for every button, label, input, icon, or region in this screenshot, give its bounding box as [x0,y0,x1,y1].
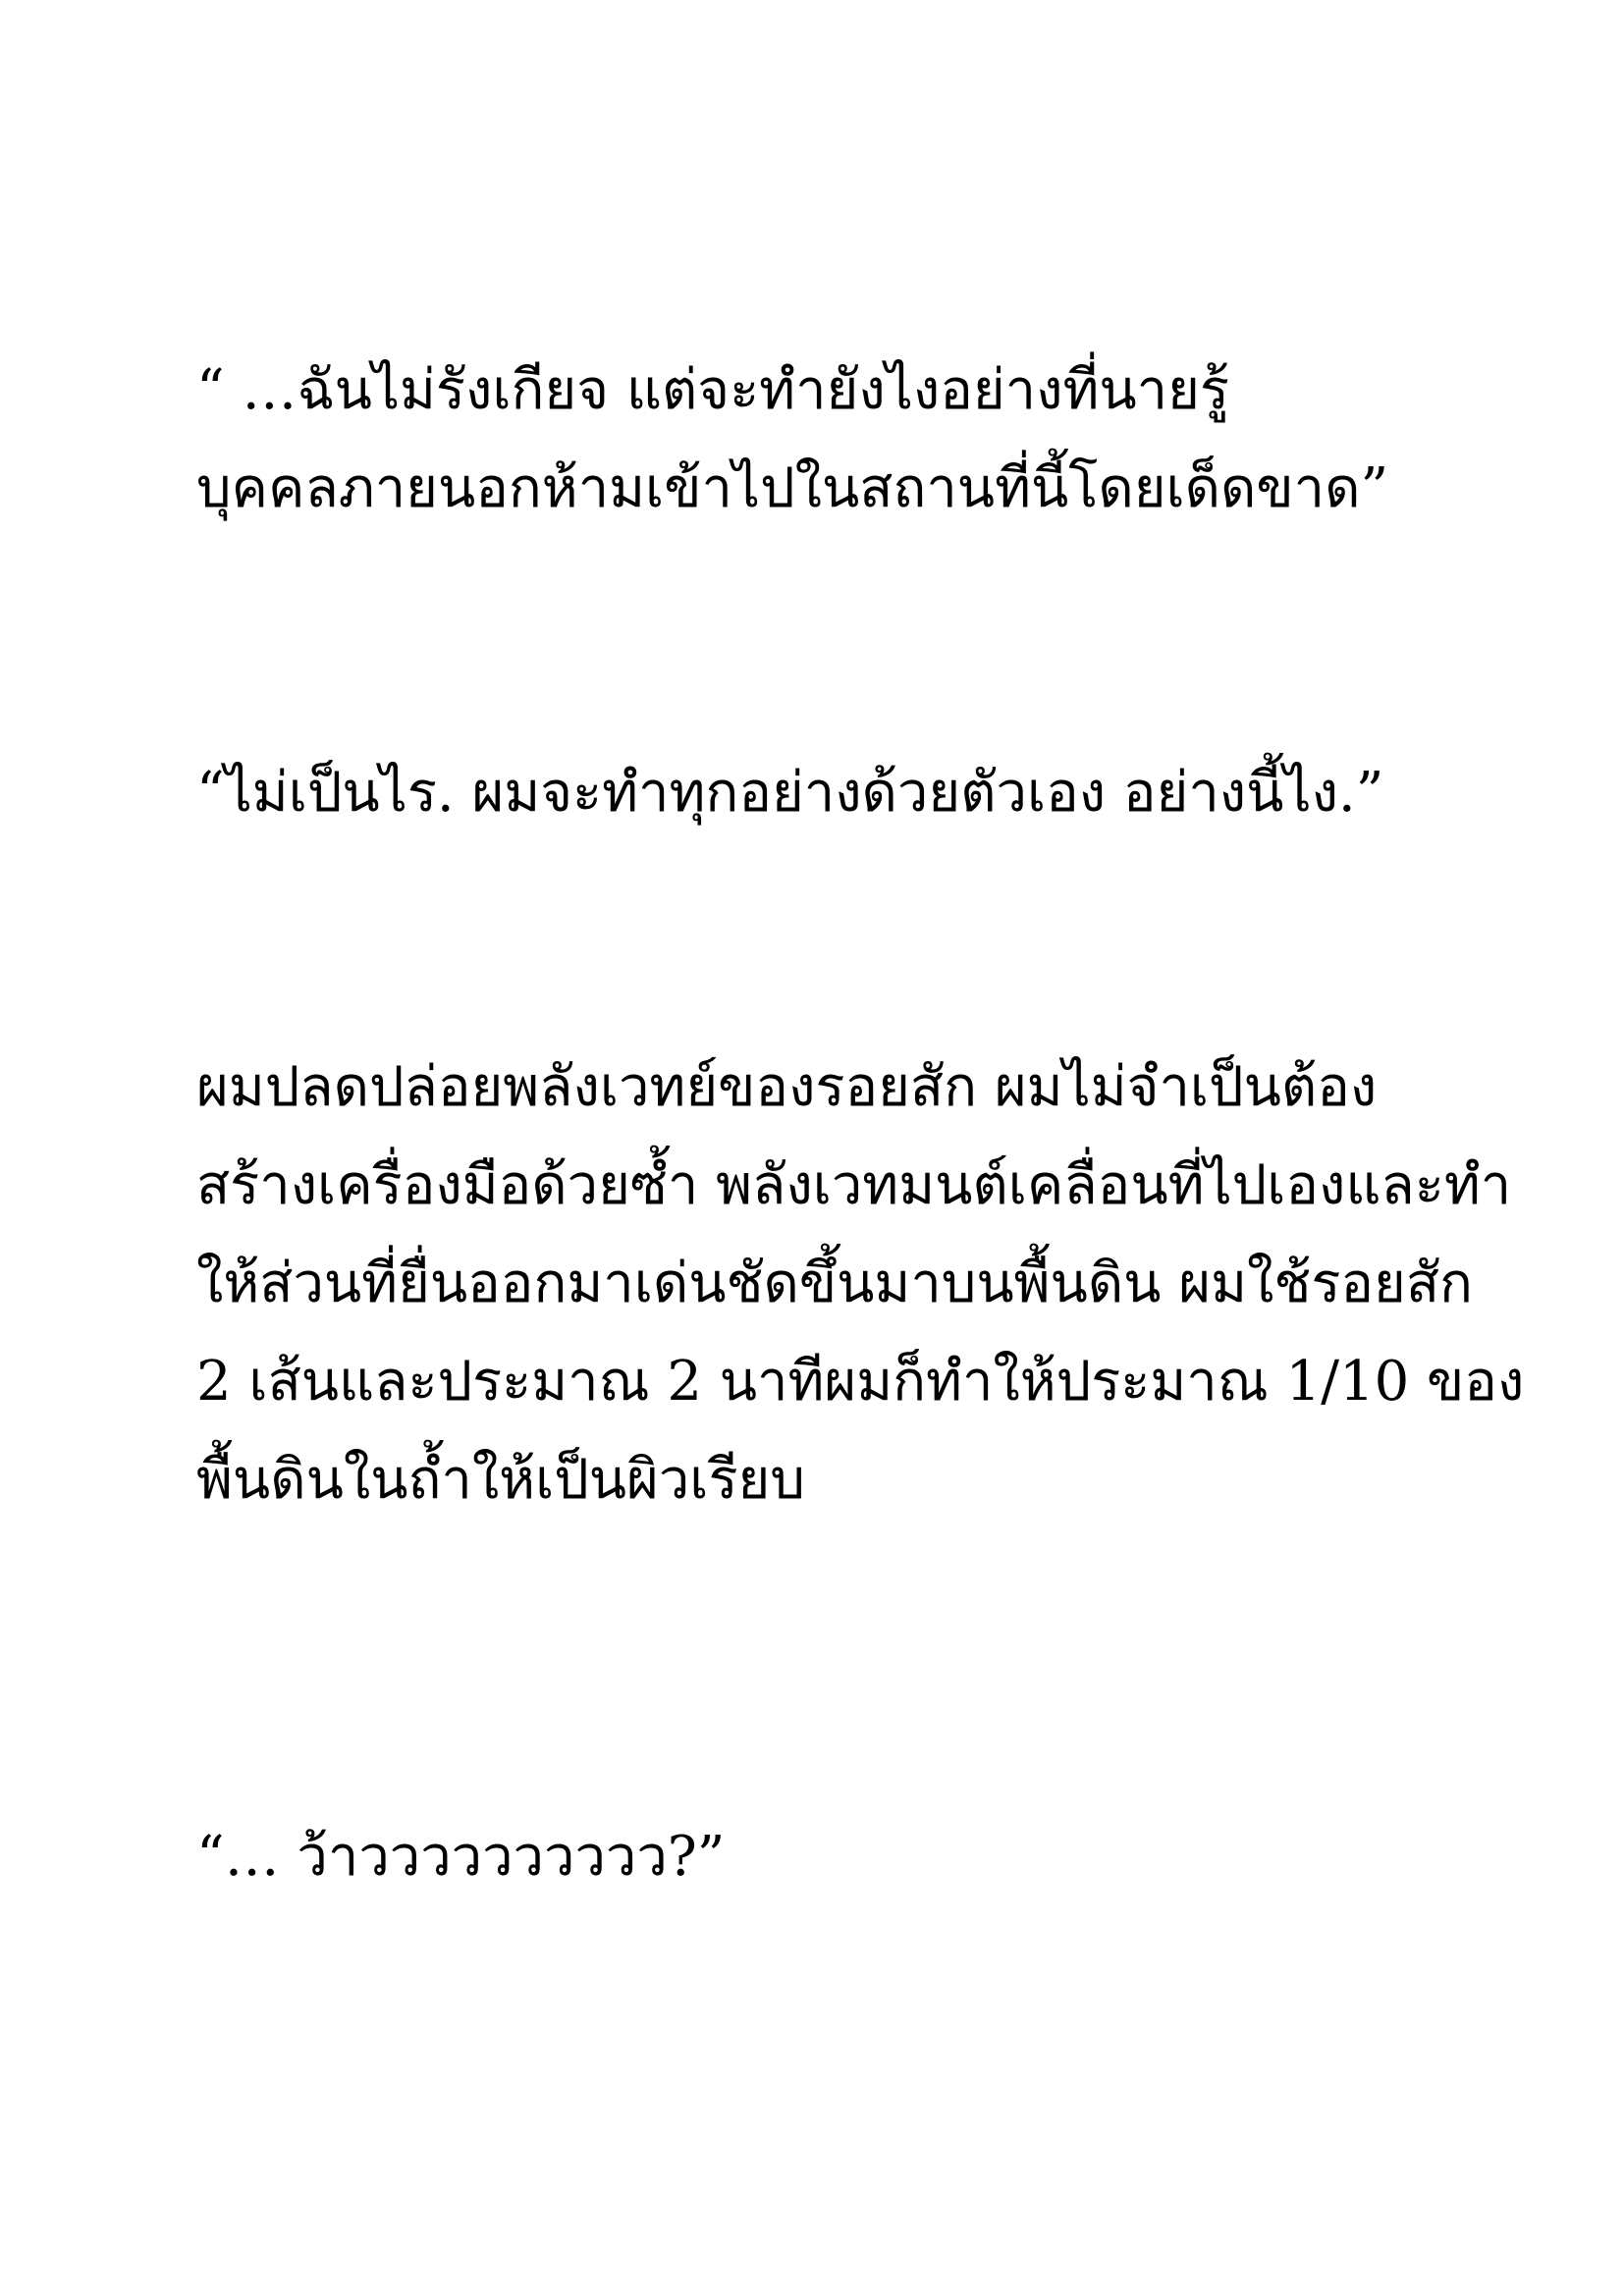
text-line: พื้นดินในถ้ำให้เป็นผิวเรียบ [196,1448,805,1512]
text-line: บุคคลภายนอกห้ามเข้าไปในสถานที่นี้โดยเด็ดขาด” [196,456,1389,520]
text-line: ผมปลดปล่อยพลังเวทย์ของรอยสัก ผมไม่จำเป็นต้อง [196,1055,1378,1119]
text-line: “ …ฉันไม่รังเกียจ แต่จะทำยังไงอย่างที่นายรู้ [196,358,1229,422]
text-line: สร้างเครื่องมือด้วยซ้ำ พลังเวทมนต์เคลื่อนที่ไปเองและทำ [196,1153,1512,1217]
text-line: ให้ส่วนที่ยื่นออกมาเด่นชัดขึ้นมาบนพื้นดิน ผมใช้รอยสัก [196,1252,1473,1315]
text-line: “… ว้าวววววววววว?” [196,1825,726,1889]
text-line: 2 เส้นและประมาณ 2 นาทีผมก็ทำให้ประมาณ 1/10 ของ [196,1350,1525,1414]
text-line: “ไม่เป็นไร. ผมจะทำทุกอย่างด้วยตัวเอง อย่างนี้ไง.” [196,761,1384,825]
